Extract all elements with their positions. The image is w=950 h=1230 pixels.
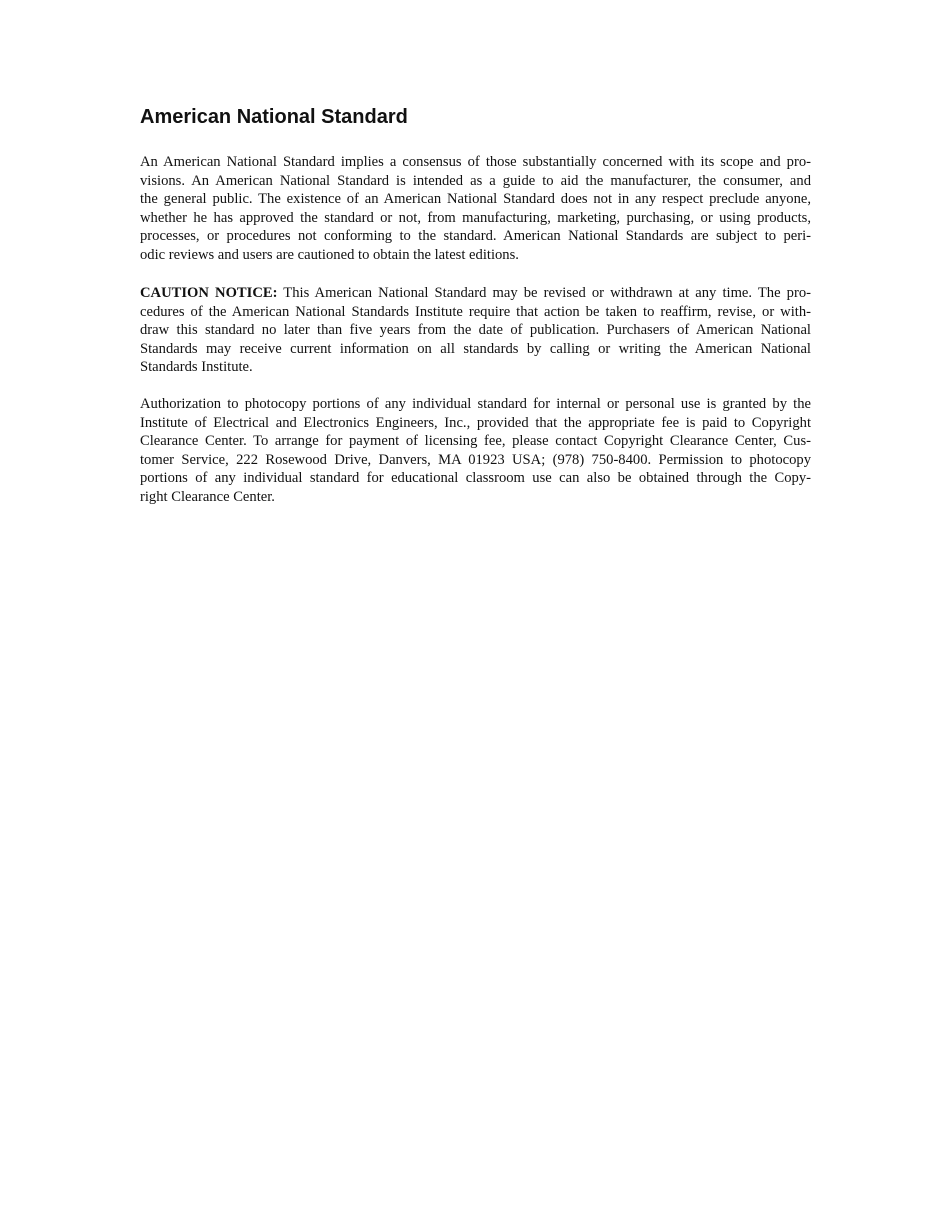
text-line: An American National Standard implies a consensus of those substantially concerned with its scope and pro- [140,154,811,170]
text-line: whether he has approved the standard or not, from manufacturing, marketing, purchasing, or using products, [140,209,811,226]
page-title: American National Standard [140,106,408,128]
text-line: cedures of the American National Standards Institute require that action be taken to reaffirm, revise, or with- [140,303,811,320]
caution-notice-paragraph [140,284,811,377]
text-line: odic reviews and users are cautioned to obtain the latest editions. [140,246,519,263]
text-line: draw this standard no later than five years from the date of publication. Purchasers of American National [140,322,811,339]
text-line [140,284,811,303]
standard-description-paragraph [140,153,811,265]
caution-notice-label: CAUTION NOTICE: [140,285,278,301]
text-line: visions. An American National Standard is intended as a guide to aid the manufacturer, the consumer, and [140,172,811,189]
text-line: Authorization to photocopy portions of any individual standard for internal or personal use is granted by the [140,396,811,412]
text-line: right Clearance Center. [140,488,275,505]
text-line: Standards Institute. [140,359,253,376]
text-line: the general public. The existence of an American National Standard does not in any respect preclude anyone, [140,191,811,208]
photocopy-authorization-paragraph [140,395,811,507]
text-line: tomer Service, 222 Rosewood Drive, Danvers, MA 01923 USA; (978) 750-8400. Permission to photocopy [140,451,811,468]
text-line: Institute of Electrical and Electronics Engineers, Inc., provided that the appropriate fee is paid to Copyright [140,414,811,431]
text-line-rest: This American National Standard may be revised or withdrawn at any time. The pro- [277,285,811,301]
text-line: Clearance Center. To arrange for payment of licensing fee, please contact Copyright Clearance Center, Cus- [140,433,811,450]
text-line: Standards may receive current information on all standards by calling or writing the American National [140,340,811,357]
text-line: processes, or procedures not conforming to the standard. American National Standards are subject to peri- [140,228,811,245]
text-line: portions of any individual standard for educational classroom use can also be obtained through the Copy- [140,470,811,487]
